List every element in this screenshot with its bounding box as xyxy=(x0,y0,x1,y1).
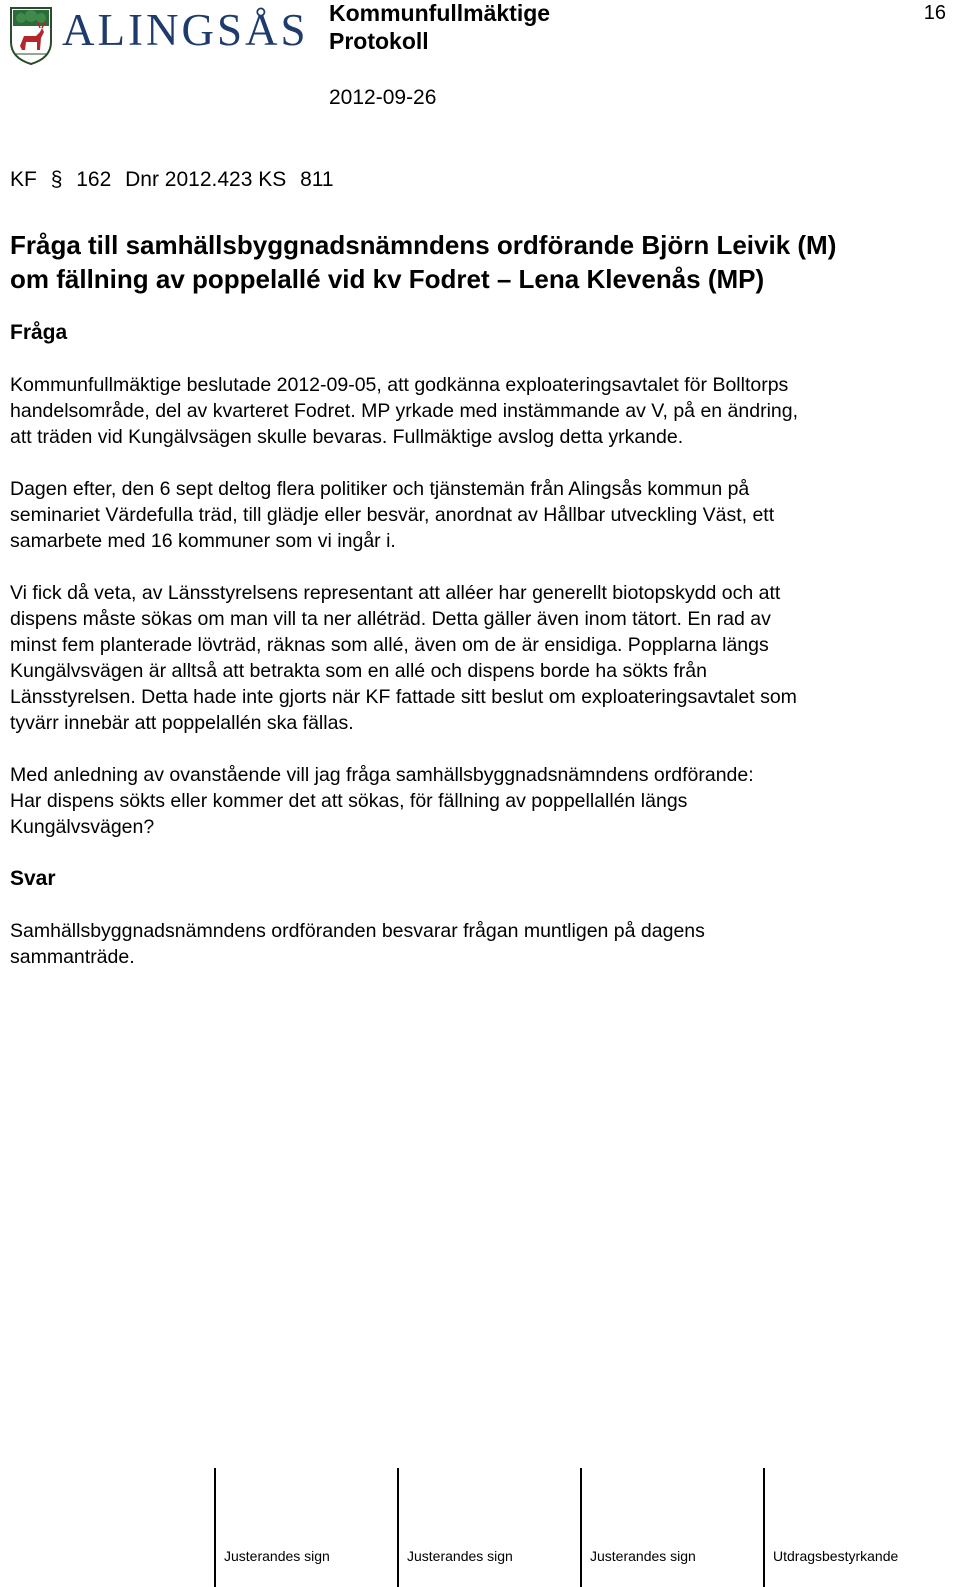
extract-certification-label: Utdragsbestyrkande xyxy=(773,1548,899,1564)
brand-wordmark: ALINGSÅS xyxy=(62,5,309,55)
alingsas-coat-of-arms-icon xyxy=(8,6,54,66)
text-line: handelsområde, del av kvarteret Fodret. MP yrkade med instämmande av V, på en ändring, xyxy=(10,400,799,422)
signature-divider xyxy=(397,1468,399,1587)
section-number: 162 xyxy=(76,168,112,191)
text-line: Dagen efter, den 6 sept deltog flera politiker och tjänstemän från Alingsås kommun på xyxy=(10,478,750,500)
paragraph-1 xyxy=(10,372,945,450)
text-line: samarbete med 16 kommuner som vi ingår i. xyxy=(10,530,396,552)
signature-label-1: Justerandes sign xyxy=(224,1548,330,1564)
dnr: Dnr 2012.423 KS xyxy=(125,168,287,191)
dnr-extra: 811 xyxy=(300,168,334,191)
meeting-date: 2012-09-26 xyxy=(329,86,437,109)
document-type: Protokoll xyxy=(329,28,429,54)
kf-label: KF xyxy=(10,168,37,191)
text-line: Kungälvsvägen är alltså att betrakta som en allé och dispens borde ha sökts från xyxy=(10,660,707,682)
document-body-title: Kommunfullmäktige xyxy=(329,0,551,26)
section-symbol: § xyxy=(50,168,63,191)
alingsas-logo xyxy=(8,5,309,66)
signature-footer xyxy=(0,1468,960,1587)
document-content xyxy=(10,320,945,996)
text-line: sammanträde. xyxy=(10,946,135,968)
paragraph-5 xyxy=(10,918,945,970)
case-reference xyxy=(10,168,342,192)
text-line: tyvärr innebär att poppelallén ska fällas. xyxy=(10,712,354,734)
case-title xyxy=(10,228,940,296)
signature-label-2: Justerandes sign xyxy=(407,1548,513,1564)
signature-divider xyxy=(214,1468,216,1587)
paragraph-3 xyxy=(10,580,945,736)
text-line: att träden vid Kungälvsägen skulle bevaras. Fullmäktige avslog detta yrkande. xyxy=(10,426,684,448)
text-line: Vi fick då veta, av Länsstyrelsens representant att alléer har generellt biotopskydd och att xyxy=(10,582,781,604)
page-number: 16 xyxy=(923,2,946,24)
paragraph-4 xyxy=(10,762,945,840)
signature-divider xyxy=(763,1468,765,1587)
case-title-line-1: Fråga till samhällsbyggnadsnämndens ordförande Björn Leivik (M) xyxy=(10,230,837,260)
text-line: dispens måste sökas om man vill ta ner alléträd. Detta gäller även inom tätort. En rad av xyxy=(10,608,771,630)
text-line: Kungälvsvägen? xyxy=(10,816,155,838)
signature-label-3: Justerandes sign xyxy=(590,1548,696,1564)
answer-heading: Svar xyxy=(10,867,56,890)
case-title-line-2: om fällning av poppelallé vid kv Fodret – Lena Klevenås (MP) xyxy=(10,264,765,294)
text-line: Med anledning av ovanstående vill jag fråga samhällsbyggnadsnämndens ordförande: xyxy=(10,764,754,786)
signature-divider xyxy=(580,1468,582,1587)
text-line: seminariet Värdefulla träd, till glädje eller besvär, anordnat av Hållbar utveckling Väst, ett xyxy=(10,504,775,526)
text-line: Har dispens sökts eller kommer det att sökas, för fällning av poppellallén längs xyxy=(10,790,688,812)
text-line: minst fem planterade lövträd, räknas som allé, även om de är ensidiga. Popplarna längs xyxy=(10,634,769,656)
text-line: Kommunfullmäktige beslutade 2012-09-05, att godkänna exploateringsavtalet för Bolltorps xyxy=(10,374,789,396)
question-heading: Fråga xyxy=(10,321,68,344)
text-line: Länsstyrelsen. Detta hade inte gjorts när KF fattade sitt beslut om exploateringsavtalet som xyxy=(10,686,797,708)
paragraph-2 xyxy=(10,476,945,554)
text-line: Samhällsbyggnadsnämndens ordföranden besvarar frågan muntligen på dagens xyxy=(10,920,705,942)
